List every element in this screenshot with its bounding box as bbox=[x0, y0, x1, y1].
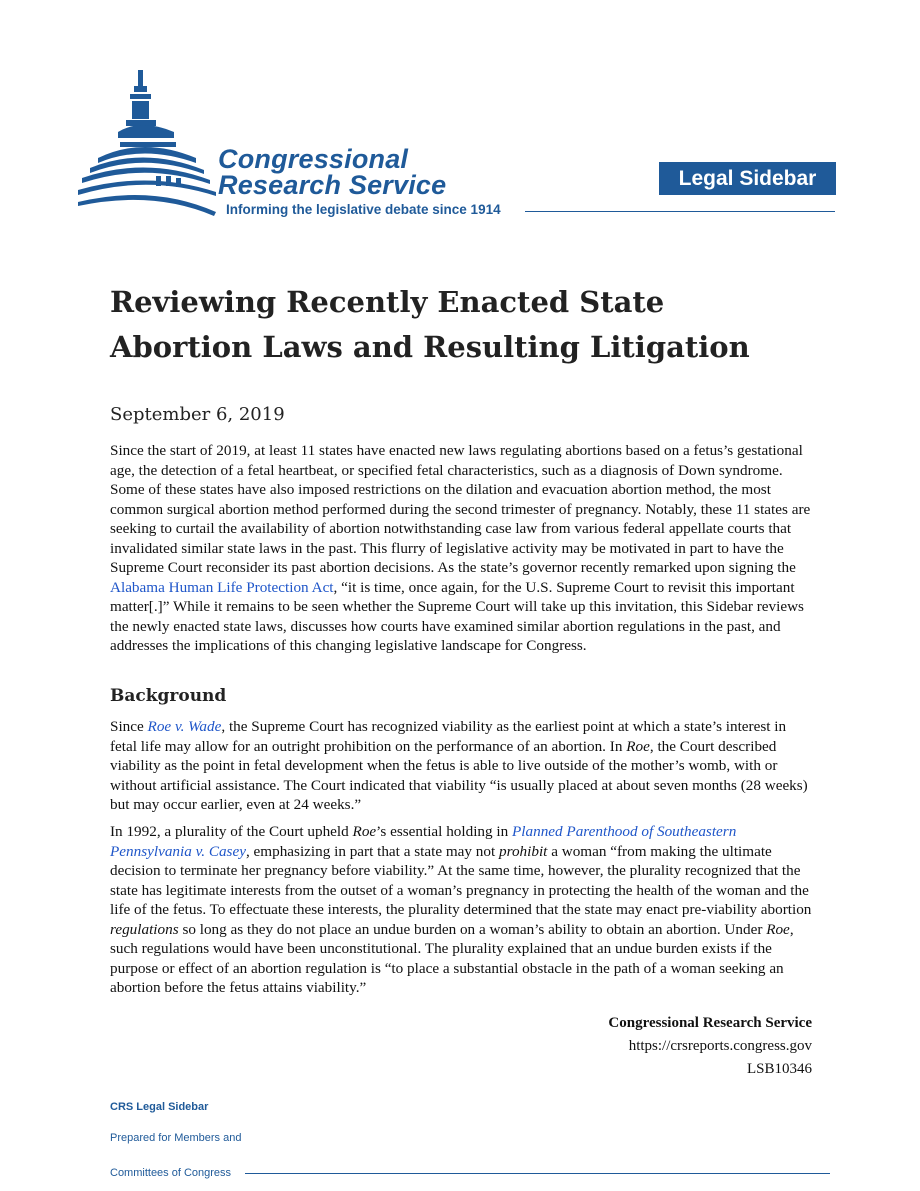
header-divider bbox=[525, 211, 835, 212]
text-run: , “it is time, once again, for the U.S. Supreme Court to revisit this important matter[.]” While it remains to be seen whether the Supreme Court will take up this invitation, this Sidebar reviews the newly enacted state laws, discusses how courts have examined similar abortion regulations in the past, and addresses the implications of this changing legislative landscape for Congress. bbox=[110, 578, 804, 654]
text-run: so long as they do not place an undue burden on a woman’s ability to obtain an abortion. Under bbox=[178, 920, 767, 938]
page-title: Reviewing Recently Enacted State Abortion Laws and Resulting Litigation bbox=[110, 285, 750, 364]
text-run: , such regulations would have been unconstitutional. The plurality explained that an undue burden exists if the purpose or effect of an abortion regulation is “to place a substantial obstacle in the path of a woman seeking an abortion before the fetus attains viability.” bbox=[110, 920, 794, 996]
background-paragraph-2 bbox=[110, 822, 812, 998]
case-name: Roe bbox=[352, 823, 377, 840]
text-run: a woman “from making the ultimate decision to terminate her pregnancy before viability.” At the same time, however, the plurality recognized that the state has legitimate interests from the outset of a woman’s pregnancy in protecting the health of the woman and the life of the fetus. To effectuate these interests, the plurality determined that the state may enact pre-viability abortion bbox=[110, 842, 812, 918]
intro-paragraph bbox=[110, 441, 812, 656]
casey-link[interactable]: Planned Parenthood of Southeastern Pennsylvania v. Casey bbox=[110, 823, 737, 860]
text-run: Since bbox=[110, 718, 148, 735]
background-paragraph-1 bbox=[110, 717, 812, 815]
footer-divider bbox=[245, 1173, 830, 1174]
roe-v-wade-link[interactable]: Roe v. Wade bbox=[147, 718, 222, 735]
emphasis: regulations bbox=[110, 920, 179, 938]
crs-url[interactable]: https://crsreports.congress.gov bbox=[628, 1038, 812, 1054]
footer-series: CRS Legal Sidebar bbox=[110, 1101, 209, 1113]
text-run: Since the start of 2019, at least 11 states have enacted new laws regulating abortions based on a fetus’s gestational age, the detection of a fetal heartbeat, or specified fetal characteristics, such as a diagnosis of Down syndrome. Some of these states have also imposed restrictions on the dilation and evacuation abortion method, the most common surgical abortion method performed during the second trimester of pregnancy. Notably, these 11 states are seeking to curtail the availability of abortion notwithstanding case law from various federal appellate courts that invalidated similar state laws in the past. This flurry of legislative activity may be motivated in part to have the Supreme Court reconsider its past abortion decisions. As the state’s governor recently remarked upon signing the bbox=[110, 442, 811, 576]
text-run: , the Court described viability as the point in fetal development when the fetus is able to live outside of the mother’s womb, with or without artificial assistance. The Court indicated that viability “is usually placed at about seven months (28 weeks) but may occur earlier, even at 24 weeks.” bbox=[110, 737, 808, 813]
logo-name-line2: Research Service bbox=[218, 170, 447, 200]
logo-name-line1: Congressional bbox=[218, 144, 409, 174]
capitol-dome-logo-icon bbox=[78, 66, 228, 226]
text-run: , emphasizing in part that a state may not bbox=[245, 842, 500, 860]
text-run: , the Supreme Court has recognized viability as the earliest point at which a state’s interest in fetal life may allow for an outright prohibition on the performance of an abortion. In bbox=[110, 718, 787, 755]
legal-sidebar-badge: Legal Sidebar bbox=[659, 162, 836, 195]
background-heading: Background bbox=[110, 686, 227, 706]
text-run: ’s essential holding in bbox=[376, 823, 513, 840]
emphasis: prohibit bbox=[499, 842, 548, 860]
footer-prepared: Prepared for Members and bbox=[110, 1132, 242, 1144]
footer-committees: Committees of Congress bbox=[110, 1167, 232, 1179]
logo-tagline: Informing the legislative debate since 1914 bbox=[226, 202, 501, 217]
crs-info-block bbox=[608, 1012, 812, 1081]
crs-name: Congressional Research Service bbox=[608, 1015, 812, 1031]
case-name: Roe bbox=[626, 737, 650, 755]
case-name: Roe bbox=[766, 920, 790, 938]
crs-logo bbox=[78, 66, 548, 226]
publication-date: September 6, 2019 bbox=[110, 404, 285, 425]
report-id: LSB10346 bbox=[746, 1061, 812, 1077]
text-run: In 1992, a plurality of the Court upheld bbox=[110, 823, 353, 840]
alabama-act-link[interactable]: Alabama Human Life Protection Act bbox=[110, 578, 334, 596]
